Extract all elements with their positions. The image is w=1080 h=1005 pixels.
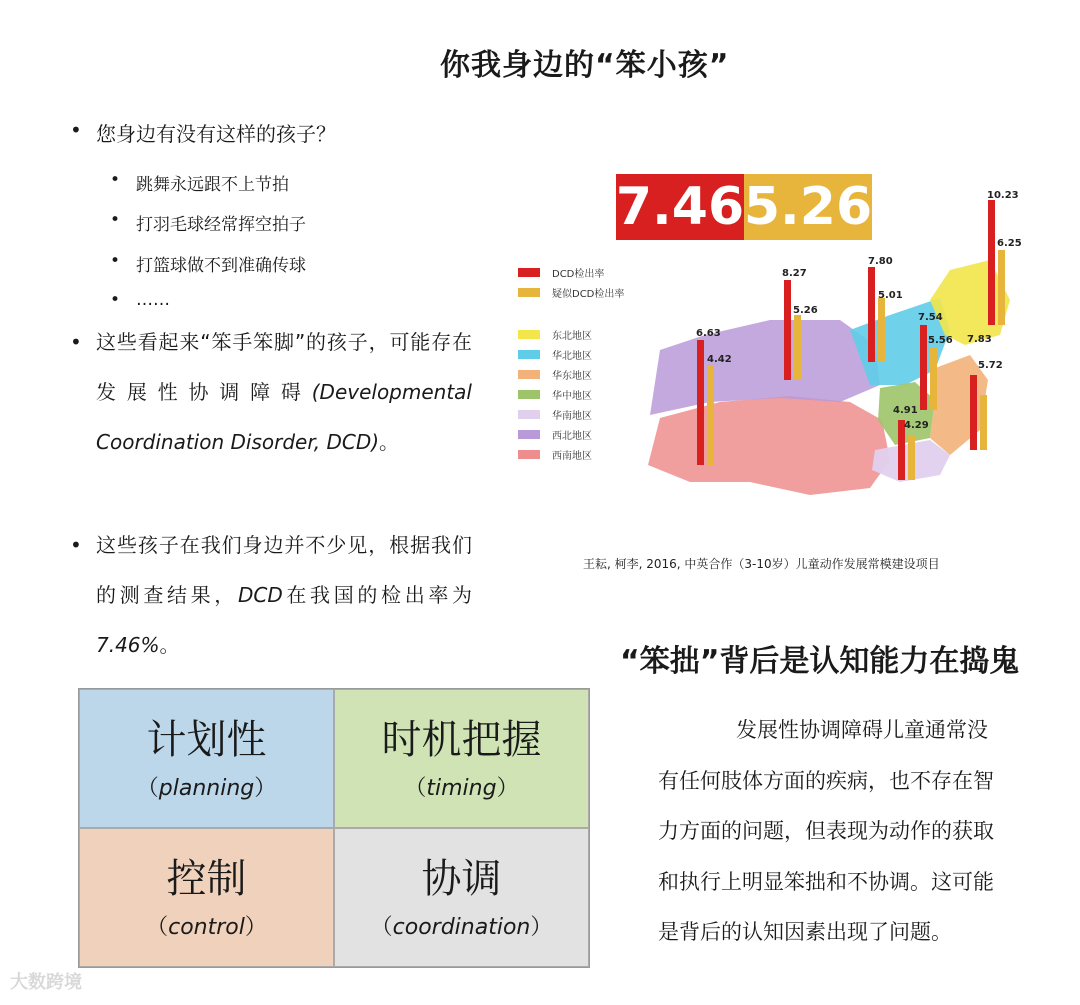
bar-label: 7.54	[918, 312, 943, 323]
bar-nc-dcd	[868, 267, 875, 362]
bar-label: 5.01	[878, 290, 903, 301]
watermark-logo: 大数跨境	[10, 972, 82, 993]
bar-north2-dcd	[920, 325, 927, 410]
bar-label: 5.72	[978, 360, 1003, 371]
sub-bullet-basketball: • 打篮球做不到准确传球	[110, 251, 306, 276]
china-dcd-map	[510, 170, 1050, 510]
bar-label: 4.29	[904, 420, 929, 431]
cell-control: 控制 （control）	[79, 828, 334, 967]
cognitive-factors-grid	[78, 688, 590, 968]
bar-north-suspected	[794, 315, 801, 380]
bar-label: 10.23	[987, 190, 1019, 201]
map-source-citation: 王耘, 柯李, 2016, 中英合作（3-10岁）儿童动作发展常模建设项目	[583, 557, 940, 571]
sub-bullet-dance: • 跳舞永远跟不上节拍	[110, 170, 289, 195]
legend-region-n: 华北地区	[518, 344, 624, 364]
legend-region-ne: 东北地区	[518, 324, 624, 344]
bar-nw-dcd	[697, 340, 704, 465]
big-number-dcd-rate: 7.46	[616, 174, 744, 240]
bar-ne-dcd	[988, 200, 995, 325]
cell-timing: 时机把握 （timing）	[334, 689, 589, 828]
page-title: 你我身边的“笨小孩”	[440, 48, 730, 83]
legend-suspected: 疑似DCD检出率	[518, 282, 624, 302]
bar-label: 4.91	[893, 405, 918, 416]
cell-planning: 计划性 （planning）	[79, 689, 334, 828]
bar-label: 4.42	[707, 354, 732, 365]
legend-region-s: 华南地区	[518, 404, 624, 424]
bar-ne-suspected	[998, 250, 1005, 325]
legend-region-e: 华东地区	[518, 364, 624, 384]
bar-north2-suspected	[930, 348, 937, 410]
bar-east-suspected	[980, 395, 987, 450]
bullet-question: • 您身边有没有这样的孩子？	[70, 118, 336, 146]
region-southwest	[648, 396, 890, 495]
bar-central-suspected	[908, 435, 915, 480]
legend-region-nw: 西北地区	[518, 424, 624, 444]
legend-dcd: DCD检出率	[518, 262, 624, 282]
cell-coordination: 协调 （coordination）	[334, 828, 589, 967]
bar-north-dcd	[784, 280, 791, 380]
bar-label: 7.83	[967, 334, 992, 345]
legend-region-c: 华中地区	[518, 384, 624, 404]
big-number-suspected-rate: 5.26	[744, 174, 872, 240]
bullet-dcd-rate: • 这些孩子在我们身边并不少见，根据我们的测查结果，DCD在我国的检出率为7.46%。	[70, 533, 473, 657]
explanation-paragraph: 发展性协调障碍儿童通常没有任何肢体方面的疾病，也不存在智力方面的问题，但表现为动作的获取和执行上明显笨拙和不协调。这可能是背后的认知因素出现了问题。	[658, 718, 994, 944]
bar-label: 5.26	[793, 305, 818, 316]
bar-label: 6.25	[997, 238, 1022, 249]
legend-region-sw: 西南地区	[518, 444, 624, 464]
sub-bullet-badminton: • 打羽毛球经常挥空拍子	[110, 210, 306, 235]
bar-label: 7.80	[868, 256, 893, 267]
sub-bullet-ellipsis: • ……	[110, 290, 170, 310]
bar-label: 8.27	[782, 268, 807, 279]
bar-nc-suspected	[878, 298, 885, 362]
bar-label: 5.56	[928, 335, 953, 346]
bullet-dcd-definition: • 这些看起来“笨手笨脚”的孩子，可能存在发展性协调障碍(Developmental Coordination Disorder, DCD)。	[70, 330, 472, 454]
section-subtitle: “笨拙”背后是认知能力在捣鬼	[620, 644, 1020, 679]
bar-nw-suspected	[707, 365, 714, 465]
bar-east-dcd	[970, 375, 977, 450]
bar-label: 6.63	[696, 328, 721, 339]
